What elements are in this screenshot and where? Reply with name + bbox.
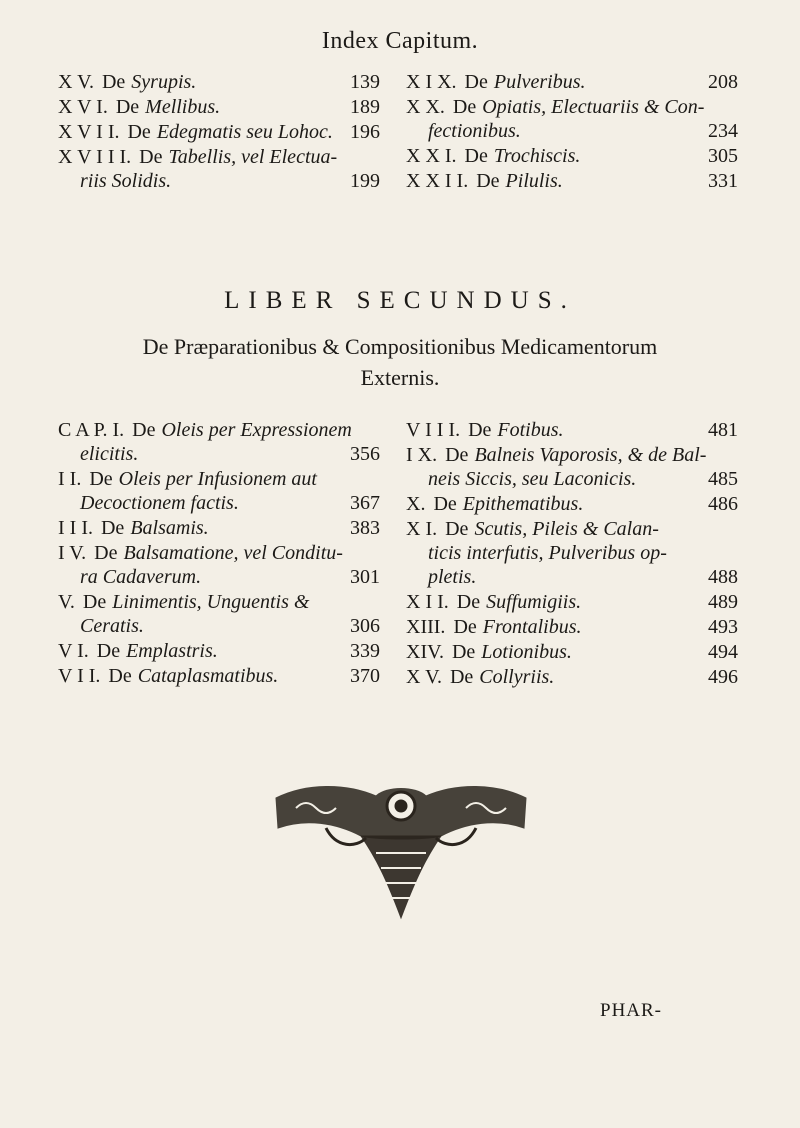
chapter-title-continuation: elicitis. [80,443,139,465]
chapter-title: Linimentis, Unguentis & [112,591,310,613]
de-word: De [139,146,163,168]
index-entry [58,418,380,466]
chapter-number: V I. [58,640,89,662]
de-word: De [101,71,126,93]
chapter-title: Syrupis. [131,71,197,93]
index-entry [406,70,738,94]
chapter-number: I I. [58,468,82,490]
chapter-number: I I I. [58,517,93,539]
chapter-title-continuation: Decoctionem factis. [80,492,239,514]
index-entry [406,443,738,491]
page-number: 301 [350,566,380,588]
chapter-title-continuation: Ceratis. [80,615,144,637]
de-word: De [100,517,125,539]
index-entry [58,639,380,663]
chapter-number: V I I. [58,665,101,687]
de-word: De [94,542,118,564]
chapter-number: X V I I I. [58,146,132,168]
index-entry [406,418,738,442]
page-number: 486 [708,493,738,515]
chapter-number: V. [58,591,75,613]
page-number: 139 [350,71,380,93]
de-word: De [464,71,488,93]
chapter-title: Oleis per Expressionem [161,419,352,441]
chapter-number: X V. [58,71,94,93]
index-entry [58,541,380,589]
chapter-number: X X. [406,96,445,118]
index-entry [58,120,380,144]
chapter-title-continuation: riis Solidis. [80,170,172,192]
page-number: 339 [350,640,380,662]
de-word: De [451,641,476,663]
chapter-number: V I I I. [406,419,461,441]
chapter-number: X I X. [406,71,457,93]
chapter-number: X I. [406,518,438,540]
chapter-number: X V I I. [58,121,120,143]
de-word: De [108,665,132,687]
running-head: Index Capitum. [321,28,479,54]
page-number: 189 [350,96,380,118]
de-word: De [132,419,156,441]
page-number: 488 [708,566,738,588]
de-word: De [96,640,121,662]
de-word: De [82,591,107,613]
book-subtitle-line1: De Præparationibus & Compositionibus Medicamentorum [142,334,658,359]
chapter-number: X I I. [406,591,449,613]
chapter-number: X. [406,493,426,515]
chapter-title: Balsamatione, vel Conditu- [123,542,343,564]
book-subtitle-line2: Externis. [360,365,440,390]
chapter-title: Balsamis. [130,517,209,539]
page-number: 199 [350,170,380,192]
floral-headpiece-ornament-icon [266,778,536,928]
book-subtitle [80,331,720,393]
chapter-title: Suffumigiis. [486,591,582,613]
page-number: 489 [708,591,738,613]
index-entry [406,640,738,664]
de-word: De [445,444,469,466]
chapter-title-continuation: neis Siccis, seu Laconicis. [428,468,637,490]
chapter-title: Trochiscis. [493,145,581,167]
top-index-columns [58,70,738,194]
de-word: De [468,419,492,441]
chapter-number: I X. [406,444,438,466]
chapter-number: XIV. [406,641,444,663]
top-right-column [406,70,738,194]
de-word: De [445,518,469,540]
chapter-title: Balneis Vaporosis, & de Bal- [474,444,707,466]
de-word: De [476,170,500,192]
de-word: De [452,96,477,118]
index-entry [58,590,380,638]
chapter-number: XIII. [406,616,446,638]
chapter-title: Pulveribus. [493,71,586,93]
index-entry [58,95,380,119]
chapter-number: X X I. [406,145,457,167]
chapter-title-continuation: fectionibus. [428,120,521,142]
index-entry [406,144,738,168]
page-number: 331 [708,170,738,192]
de-word: De [127,121,151,143]
chapter-title: Fotibus. [497,419,564,441]
index-entry [406,169,738,193]
index-entry [406,517,738,589]
chapter-number: X V. [406,666,442,688]
index-entry [58,664,380,688]
index-entry [406,615,738,639]
de-word: De [89,468,113,490]
chapter-title: Collyriis. [479,666,555,688]
de-word: De [433,493,457,515]
bottom-left-column [58,418,380,690]
chapter-title: Frontalibus. [482,616,582,638]
page-number: 370 [350,665,380,687]
page-number: 208 [708,71,738,93]
chapter-title: Scutis, Pileis & Calan- [474,518,659,540]
index-entry [406,590,738,614]
chapter-title: Tabellis, vel Electua- [168,146,338,168]
chapter-title: Oleis per Infusionem aut [118,468,317,490]
index-entry [58,467,380,515]
de-word: De [456,591,481,613]
chapter-title-continuation: pletis. [428,566,477,588]
de-word: De [115,96,140,118]
index-entry [406,492,738,516]
de-word: De [464,145,488,167]
de-word: De [449,666,474,688]
chapter-title: Edegmatis seu Lohoc. [156,121,333,143]
page-number: 196 [350,121,380,143]
de-word: De [453,616,477,638]
chapter-title: Emplastris. [126,640,218,662]
page-number: 356 [350,443,380,465]
page-number: 485 [708,468,738,490]
top-left-column [58,70,380,194]
chapter-title: Cataplasmatibus. [137,665,279,687]
catchword: PHAR- [600,1000,663,1021]
chapter-title: Opiatis, Electuariis & Con- [482,96,705,118]
page-number: 481 [708,419,738,441]
page-number: 493 [708,616,738,638]
page-number: 306 [350,615,380,637]
bottom-index-columns [58,418,738,690]
index-entry [58,516,380,540]
chapter-title: Lotionibus. [481,641,572,663]
bottom-right-column [406,418,738,690]
index-entry [58,145,380,193]
page-number: 494 [708,641,738,663]
page-number: 234 [708,120,738,142]
chapter-title-continuation: ra Cadaverum. [80,566,202,588]
chapter-number: C A P. I. [58,419,125,441]
index-entry [406,95,738,143]
chapter-number: I V. [58,542,87,564]
page-number: 496 [708,666,738,688]
book-heading: LIBER SECUNDUS. [224,287,576,314]
chapter-title: Pilulis. [505,170,563,192]
page-number: 367 [350,492,380,514]
chapter-title: Epithematibus. [462,493,584,515]
chapter-number: X V I. [58,96,108,118]
index-entry [406,665,738,689]
chapter-title: Mellibus. [145,96,221,118]
index-entry [58,70,380,94]
chapter-number: X X I I. [406,170,469,192]
page-number: 383 [350,517,380,539]
chapter-title-continuation: ticis interfutis, Pulveribus op- [428,542,667,564]
page-number: 305 [708,145,738,167]
